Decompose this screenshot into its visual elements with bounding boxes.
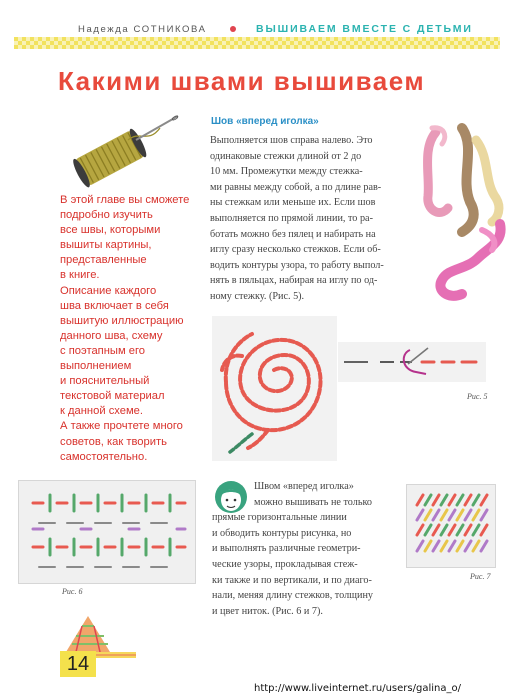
intro-line: В этой главе вы сможете <box>60 194 190 206</box>
intro-line: выполнением <box>60 360 132 373</box>
lower-line: прямые горизонтальные линии <box>212 512 347 524</box>
body-line: выполняется по прямой линии, то ра- <box>210 212 373 224</box>
lower-line: можно вышивать не только <box>254 496 373 508</box>
intro-line: самостоятельно. <box>60 450 148 463</box>
header-author: Надежда СОТНИКОВА <box>78 24 207 35</box>
fig7-caption: Рис. 7 <box>470 572 491 581</box>
header-checker-strip <box>14 37 500 49</box>
page-number: 14 <box>60 651 96 677</box>
body-line: Выполняется шов справа налево. Это <box>210 135 373 146</box>
intro-line: все швы, которыми <box>60 224 161 237</box>
body-text <box>210 133 410 305</box>
header-series-title: ВЫШИВАЕМ ВМЕСТЕ С ДЕТЬМИ <box>256 23 473 35</box>
fig6-stitch-pattern <box>18 480 196 584</box>
lower-line: нали, меняя длину стежков, толщину <box>212 590 374 602</box>
body-line: нять в пяльцах, набирая на иглу по од- <box>210 275 378 287</box>
lower-line: ческие узоры, прокладывая стеж- <box>212 558 358 570</box>
body-line: ботать можно без пялец и набирать на <box>210 228 376 240</box>
thread-skeins-image <box>418 118 510 303</box>
intro-line: вышиты картины, <box>60 239 152 252</box>
intro-line: подробно изучить <box>60 209 153 222</box>
intro-line: к данной схеме. <box>60 405 143 418</box>
intro-line: данного шва, схему <box>60 329 163 342</box>
intro-line: текстовой материал <box>60 390 165 403</box>
body-line: иглу сразу несколько стежков. Если об- <box>210 244 381 256</box>
intro-line: советов, как творить <box>60 435 167 448</box>
lower-line: и цвет ниток. (Рис. 6 и 7). <box>212 605 323 617</box>
lower-text <box>212 479 408 619</box>
intro-line: и пояснительный <box>60 375 150 388</box>
body-line: ми равны между собой, а по длине рав- <box>210 181 382 193</box>
intro-line: шва включает в себя <box>60 299 169 312</box>
section-heading: Шов «вперед иголка» <box>211 116 319 127</box>
intro-line: Описание каждого <box>60 284 157 297</box>
body-line: ному стежку. (Рис. 5). <box>210 290 305 302</box>
intro-line: вышитую иллюстрацию <box>60 314 184 327</box>
fig7-pattern-graphic <box>407 485 495 567</box>
body-line: водить контуры узора, то работу выпол- <box>210 259 384 271</box>
body-line: одинаковые стежки длиной от 2 до <box>210 150 362 162</box>
fig6-pattern-graphic <box>19 481 195 583</box>
body-line: ны стежкам или меньше их. Если шов <box>210 197 376 209</box>
footer-url[interactable]: http://www.liveinternet.ru/users/galina_o/ <box>254 683 461 694</box>
fig6-caption: Рис. 6 <box>62 587 83 596</box>
lower-line: и обводить контуры рисунка, но <box>212 527 352 539</box>
intro-line: в книге. <box>60 269 100 282</box>
lower-line: и выполнять различные геометри- <box>212 543 361 555</box>
lower-line: ки также и по вертикали, и по диаго- <box>212 574 372 586</box>
intro-line: с поэтапным его <box>60 344 146 357</box>
header-bullet-dot <box>230 26 236 32</box>
spool-needle-image <box>62 110 182 190</box>
intro-text <box>60 193 210 465</box>
body-line: 10 мм. Промежутки между стежка- <box>210 166 363 178</box>
lower-line: Швом «вперед иголка» <box>254 481 354 492</box>
fig5-stitch-strip <box>338 342 486 382</box>
intro-line: А также прочтете много <box>60 420 183 433</box>
fig5-rose-embroidery <box>212 316 337 461</box>
page-title: Какими швами вышиваем <box>58 66 426 96</box>
fig5-caption: Рис. 5 <box>467 392 488 401</box>
intro-line: представленные <box>60 254 147 267</box>
fig7-stitch-pattern <box>406 484 496 568</box>
